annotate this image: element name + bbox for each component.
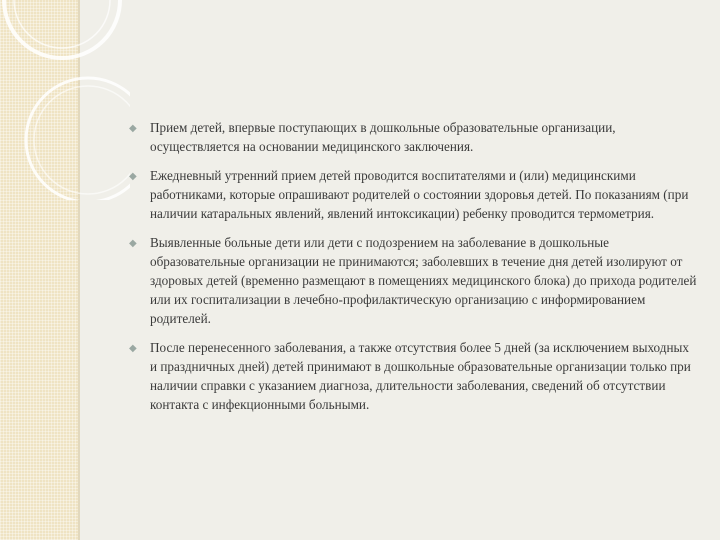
circle-arcs-decoration (0, 0, 130, 200)
bullet-text: Прием детей, впервые поступающих в дошкольные образовательные организации, осуществляется на основании медицинского заключения. (150, 120, 616, 154)
bullet-text: Ежедневный утренний прием детей проводится воспитателями и (или) медицинскими работниками, которые опрашивают родителей о состоянии здоровья детей. По показаниям (при наличии катаральных явлений, явлений интоксикации) ребенку проводится термометрия. (150, 168, 689, 221)
bullet-text: Выявленные больные дети или дети с подозрением на заболевание в дошкольные образовательные организации не принимаются; заболевших в течение дня детей изолируют от здоровых детей (временно размещают в помещениях медицинского блока) до прихода родителей или их госпитализации в лечебно-профилактическую организацию с информированием родителей. (150, 235, 697, 326)
bullet-item (128, 233, 698, 328)
slide-content (128, 118, 698, 424)
bullet-icon: ◆ (129, 123, 137, 134)
bullet-text: После перенесенного заболевания, а также отсутствия более 5 дней (за исключением выходных и праздничных дней) детей принимают в дошкольные образовательные организации только при наличии справки с указанием диагноза, длительности заболевания, сведений об отсутствии контакта с инфекционными больными. (150, 340, 691, 412)
bullet-item (128, 166, 698, 223)
bullet-item (128, 118, 698, 156)
bullet-list (128, 118, 698, 414)
bullet-icon: ◆ (129, 238, 137, 249)
bullet-item (128, 338, 698, 414)
bullet-icon: ◆ (129, 171, 137, 182)
bullet-icon: ◆ (129, 343, 137, 354)
